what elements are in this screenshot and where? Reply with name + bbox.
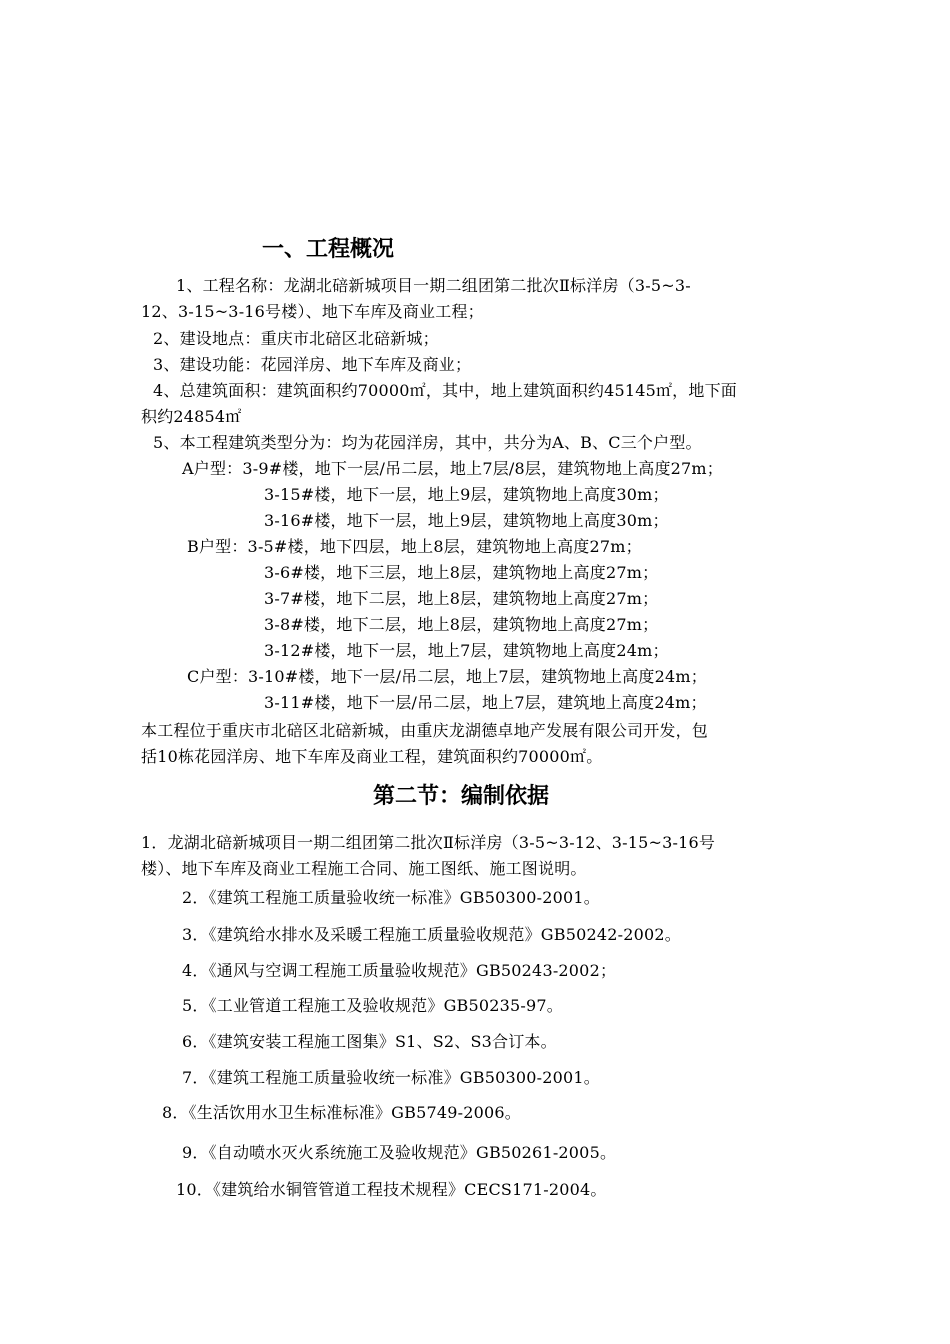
type-b-line: 3-6#楼，地下三层，地上8层，建筑物地上高度27m； — [264, 563, 659, 582]
overview-summary-line-1: 本工程位于重庆市北碚区北碚新城，由重庆龙湖德卓地产发展有限公司开发，包 — [141, 721, 709, 740]
basis-item: 4．《通风与空调工程施工质量验收规范》GB50243-2002； — [182, 961, 617, 980]
basis-item: 6．《建筑安装工程施工图集》S1、S2、S3合订本。 — [182, 1032, 557, 1051]
basis-item-1-line-1: 1．龙湖北碚新城项目一期二组团第二批次Ⅱ标洋房（3-5~3-12、3-15~3-16号 — [141, 833, 716, 852]
overview-item-5: 5、本工程建筑类型分为：均为花园洋房，其中，共分为A、B、C三个户型。 — [153, 433, 702, 452]
overview-item-1-line-2: 12、3-15~3-16号楼）、地下车库及商业工程； — [141, 302, 484, 321]
basis-item: 3．《建筑给水排水及采暖工程施工质量验收规范》GB50242-2002。 — [182, 925, 681, 944]
basis-item-1-line-2: 楼）、地下车库及商业工程施工合同、施工图纸、施工图说明。 — [141, 859, 587, 878]
overview-item-2: 2、建设地点：重庆市北碚区北碚新城； — [153, 329, 439, 348]
type-c-line: 3-11#楼，地下一层/吊二层，地上7层，建筑地上高度24m； — [264, 693, 707, 712]
basis-item: 9．《自动喷水灭火系统施工及验收规范》GB50261-2005。 — [182, 1143, 617, 1162]
type-b-line: 3-12#楼，地下一层，地上7层，建筑物地上高度24m； — [264, 641, 669, 660]
section-title-basis: 第二节：编制依据 — [373, 784, 550, 809]
basis-item: 5．《工业管道工程施工及验收规范》GB50235-97。 — [182, 996, 563, 1015]
overview-item-4-line-1: 4、总建筑面积：建筑面积约70000㎡，其中，地上建筑面积约45145㎡，地下面 — [153, 381, 737, 400]
basis-item: 2．《建筑工程施工质量验收统一标准》GB50300-2001。 — [182, 888, 600, 907]
overview-summary-line-2: 括10栋花园洋房、地下车库及商业工程，建筑面积约70000㎡。 — [141, 747, 603, 766]
overview-item-1-line-1: 1、工程名称：龙湖北碚新城项目一期二组团第二批次Ⅱ标洋房（3-5~3- — [176, 276, 691, 295]
basis-item: 10．《建筑给水铜管管道工程技术规程》CECS171-2004。 — [176, 1180, 607, 1199]
overview-item-4-line-2: 积约24854㎡ — [141, 407, 242, 426]
type-b-line: 3-8#楼，地下二层，地上8层，建筑物地上高度27m； — [264, 615, 659, 634]
basis-item: 7．《建筑工程施工质量验收统一标准》GB50300-2001。 — [182, 1068, 600, 1087]
type-a-line: 3-15#楼，地下一层，地上9层，建筑物地上高度30m； — [264, 485, 669, 504]
type-b-line: B户型：3-5#楼，地下四层，地上8层，建筑物地上高度27m； — [187, 537, 642, 556]
type-a-line: A户型：3-9#楼，地下一层/吊二层，地上7层/8层，建筑物地上高度27m； — [182, 459, 723, 478]
type-b-line: 3-7#楼，地下二层，地上8层，建筑物地上高度27m； — [264, 589, 659, 608]
type-a-line: 3-16#楼，地下一层，地上9层，建筑物地上高度30m； — [264, 511, 669, 530]
type-c-line: C户型：3-10#楼，地下一层/吊二层，地上7层，建筑物地上高度24m； — [187, 667, 707, 686]
section-title-overview: 一、工程概况 — [262, 237, 395, 262]
overview-item-3: 3、建设功能：花园洋房、地下车库及商业； — [153, 355, 472, 374]
basis-item: 8．《生活饮用水卫生标准标准》GB5749-2006。 — [162, 1103, 521, 1122]
